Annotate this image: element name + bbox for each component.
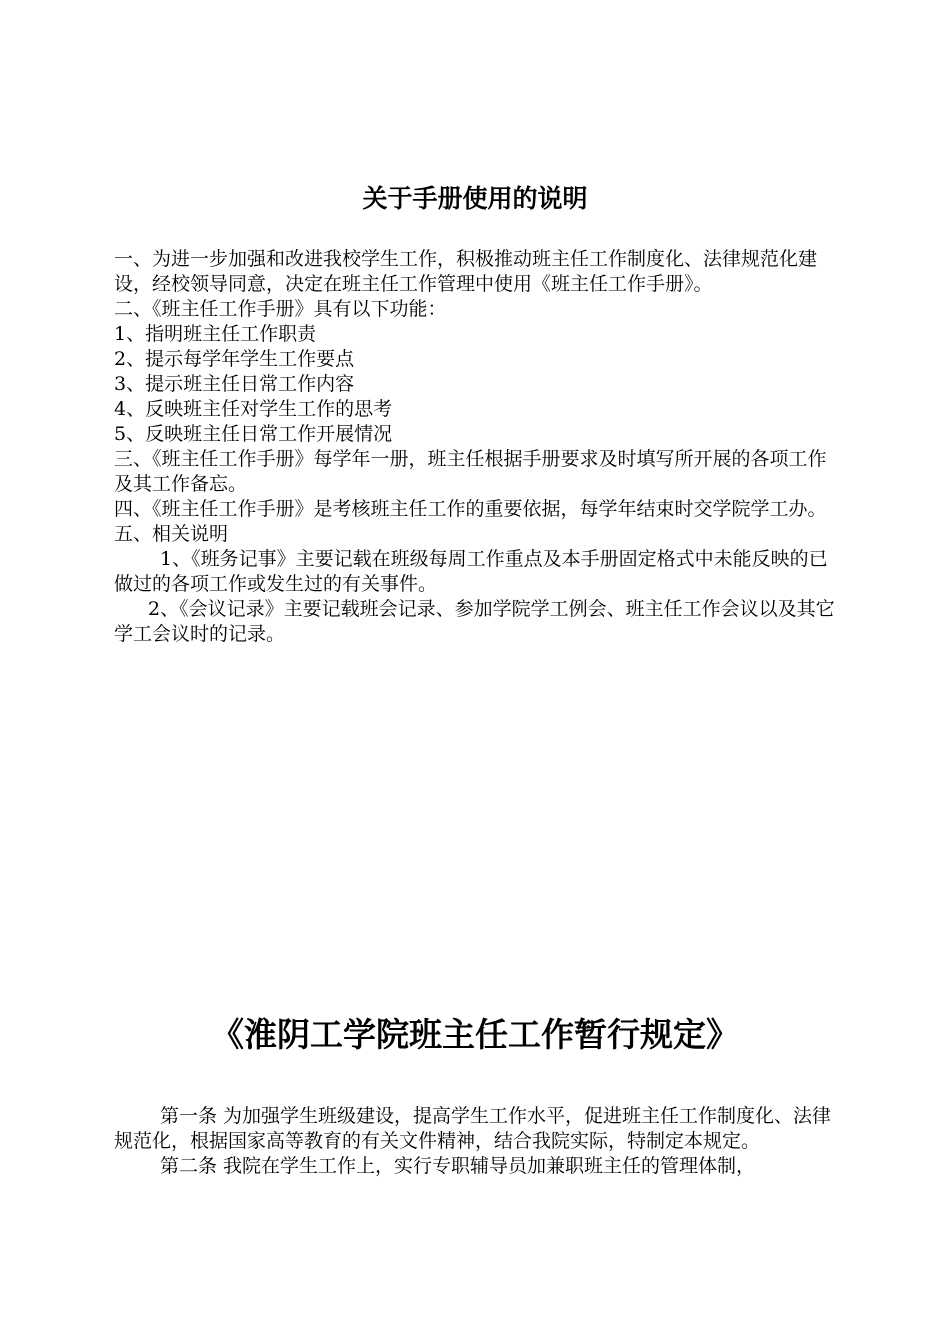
regulations-body xyxy=(114,1104,844,1179)
section-title-manual-usage: 关于手册使用的说明 xyxy=(362,184,588,213)
section-title-regulations: 《淮阴工学院班主任工作暂行规定》 xyxy=(211,1015,739,1054)
note-item-2: 2、《会议记录》主要记载班会记录、参加学院学工例会、班主任工作会议以及其它学工会议时的记录。 xyxy=(114,598,835,645)
manual-usage-body xyxy=(114,247,844,647)
article-2: 第二条 我院在学生工作上，实行专职辅导员加兼职班主任的管理体制， xyxy=(160,1155,756,1177)
paragraph-item-3: 三、《班主任工作手册》每学年一册，班主任根据手册要求及时填写所开展的各项工作及其工作备忘。 xyxy=(114,448,827,495)
function-item-4: 4、反映班主任对学生工作的思考 xyxy=(114,398,393,420)
article-1: 第一条 为加强学生班级建设，提高学生工作水平，促进班主任工作制度化、法律规范化，根据国家高等教育的有关文件精神，结合我院实际，特制定本规定。 xyxy=(114,1105,832,1152)
paragraph-item-2: 二、《班主任工作手册》具有以下功能： xyxy=(114,298,447,320)
paragraph-item-4: 四、《班主任工作手册》是考核班主任工作的重要依据，每学年结束时交学院学工办。 xyxy=(114,498,827,520)
paragraph-item-5: 五、相关说明 xyxy=(114,523,229,545)
function-item-5: 5、反映班主任日常工作开展情况 xyxy=(114,423,393,445)
paragraph-item-1: 一、为进一步加强和改进我校学生工作，积极推动班主任工作制度化、法律规范化建设，经校领导同意，决定在班主任工作管理中使用《班主任工作手册》。 xyxy=(114,248,818,295)
function-item-1: 1、指明班主任工作职责 xyxy=(114,323,317,345)
note-item-1: 1、《班务记事》主要记载在班级每周工作重点及本手册固定格式中未能反映的已做过的各项工作或发生过的有关事件。 xyxy=(114,548,828,595)
function-item-3: 3、提示班主任日常工作内容 xyxy=(114,373,355,395)
function-item-2: 2、提示每学年学生工作要点 xyxy=(114,348,355,370)
